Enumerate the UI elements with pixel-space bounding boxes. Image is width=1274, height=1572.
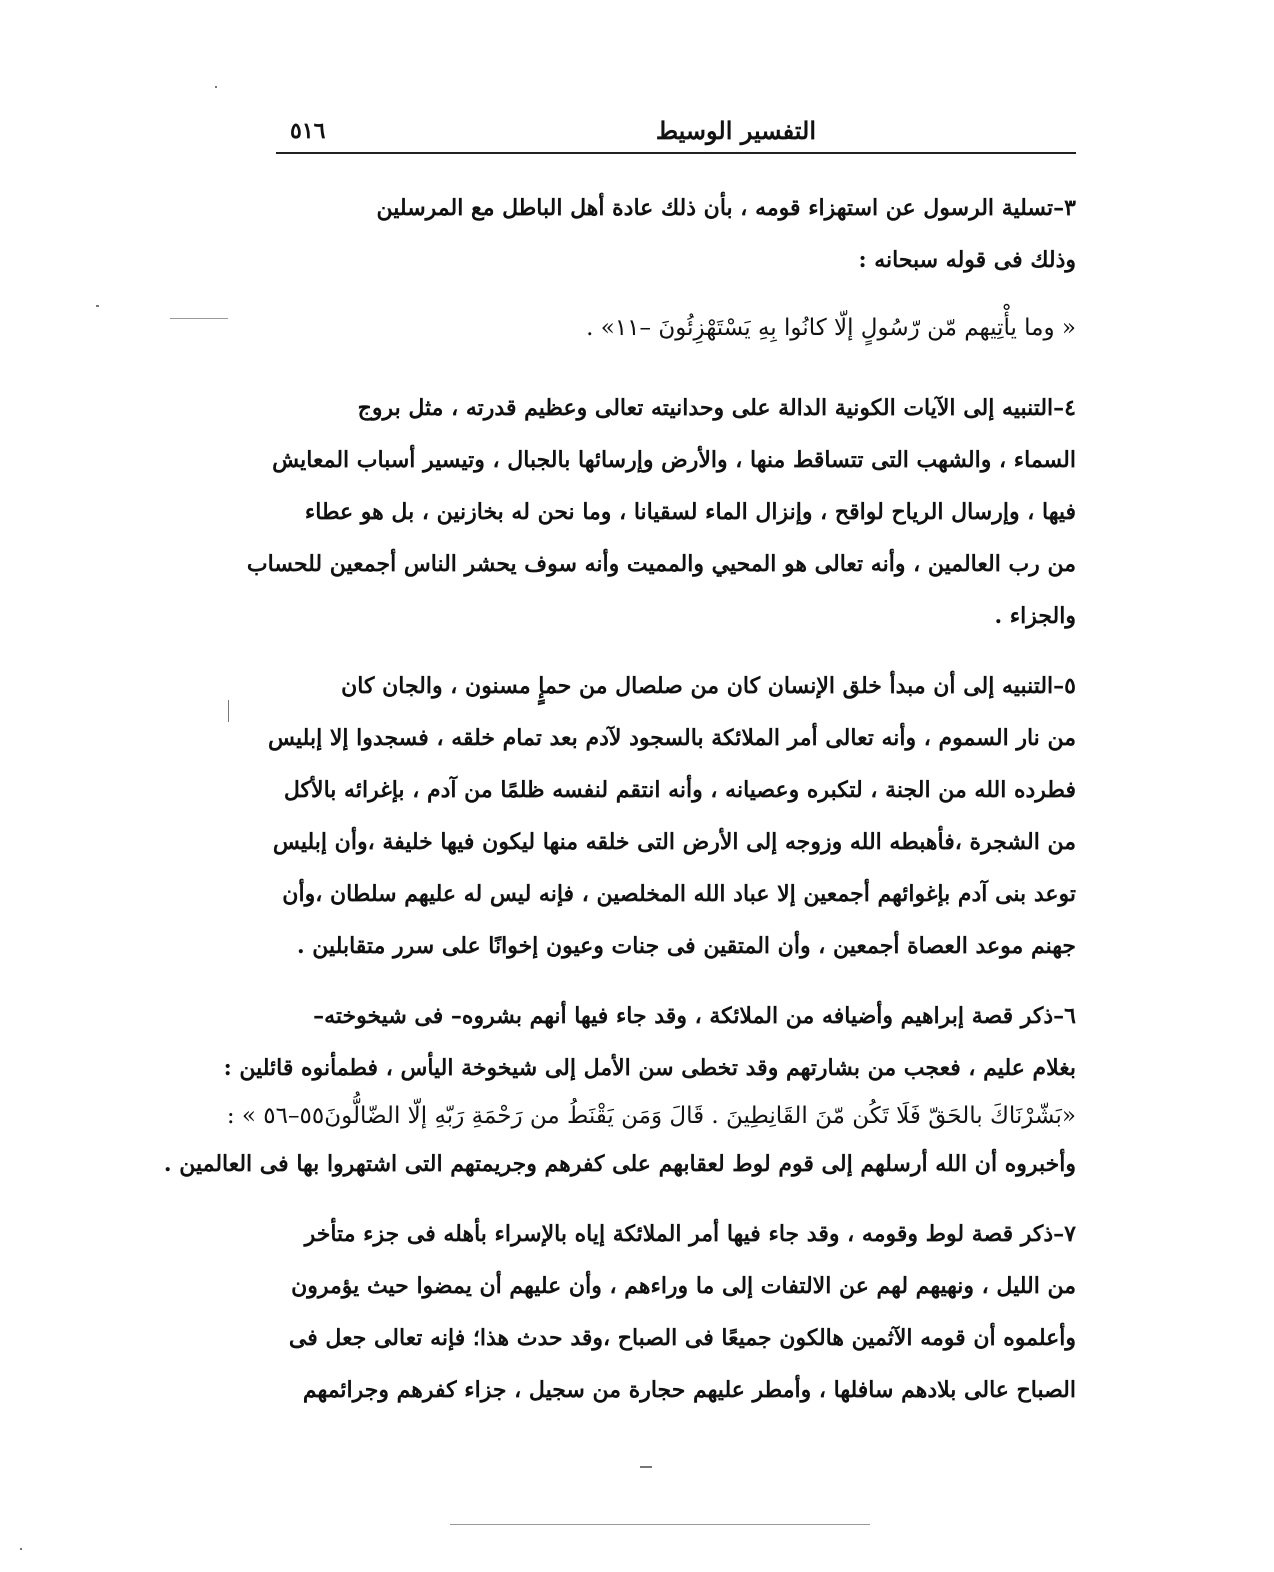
scan-artifact — [96, 305, 99, 307]
header-rule — [276, 152, 1076, 154]
text-line: من الشجرة ،فأهبطه الله وزوجه إلى الأرض التى خلقه منها ليكون فيها خليفة ،وأن إبليس — [272, 829, 1076, 855]
text-line: وذلك فى قوله سبحانه : — [858, 247, 1076, 273]
text-line: فيها ، وإرسال الرياح لواقح ، وإنزال الماء لسقيانا ، وما نحن له بخازنين ، بل هو عطاء — [304, 499, 1076, 525]
text-line: الصباح عالى بلادهم سافلها ، وأمطر عليهم حجارة من سجيل ، جزاء كفرهم وجرائمهم — [302, 1377, 1076, 1403]
text-line: ٧–ذكر قصة لوط وقومه ، وقد جاء فيها أمر الملائكة إياه بالإسراء بأهله فى جزء متأخر — [304, 1221, 1076, 1247]
verse-line: «بَشّرْنَاكَ بالحَقّ فَلَا تَكُن مّنَ القَانِطِينَ . قَالَ وَمَن يَقْنَطُ من رَحْمَةِ رَبّهِ إلّا الضّالُّونَ٥٥–٥٦ » : — [226, 1103, 1076, 1129]
running-title: التفسير الوسيط — [655, 116, 816, 145]
text-line: والجزاء . — [994, 603, 1076, 629]
paragraph-6 — [163, 990, 1076, 1190]
text-line: من رب العالمين ، وأنه تعالى هو المحيي والمميت وأنه سوف يحشر الناس أجمعين للحساب — [246, 551, 1076, 577]
text-line: من الليل ، ونهيهم لهم عن الالتفات إلى ما وراءهم ، وأن عليهم أن يمضوا حيث يؤمرون — [291, 1273, 1076, 1299]
verse-line: « وما يأْتِيهم مّن رّسُولٍ إلّا كانُوا بِهِ يَسْتَهْزِئُونَ –١١» . — [586, 315, 1076, 341]
text-line: ٥–التنبيه إلى أن مبدأ خلق الإنسان كان من صلصال من حمإٍ مسنون ، والجان كان — [341, 673, 1076, 699]
paragraph-5 — [267, 660, 1076, 972]
scan-artifact — [20, 1548, 22, 1550]
text-line: وأعلموه أن قومه الآثمين هالكون جميعًا فى الصباح ،وقد حدث هذا؛ فإنه تعالى جعل فى — [288, 1325, 1076, 1351]
page-number: ٥١٦ — [290, 118, 326, 144]
running-header — [276, 112, 1076, 152]
text-line: من نار السموم ، وأنه تعالى أمر الملائكة بالسجود لآدم بعد تمام خلقه ، فسجدوا إلا إبليس — [267, 725, 1076, 751]
scan-artifact — [228, 700, 229, 722]
text-line: فطرده الله من الجنة ، لتكبره وعصيانه ، وأنه انتقم لنفسه ظلمًا من آدم ، بإغرائه بالأكل — [283, 777, 1076, 803]
text-line: ٤–التنبيه إلى الآيات الكونية الدالة على وحدانيته تعالى وعظيم قدرته ، مثل بروج — [357, 395, 1076, 421]
text-line: وأخبروه أن الله أرسلهم إلى قوم لوط لعقابهم على كفرهم وجريمتهم التى اشتهروا بها فى العالمين . — [163, 1151, 1076, 1177]
paragraph-4 — [246, 382, 1076, 642]
text-line: ٦–ذكر قصة إبراهيم وأضيافه من الملائكة ، وقد جاء فيها أنهم بشروه– فى شيخوخته– — [313, 1003, 1076, 1029]
text-line: بغلام عليم ، فعجب من بشارتهم وقد تخطى سن الأمل إلى شيخوخة اليأس ، فطمأنوه قائلين : — [223, 1055, 1076, 1081]
scan-artifact — [450, 1524, 870, 1525]
paragraph-7 — [276, 1208, 1076, 1416]
scan-artifact — [215, 86, 217, 88]
text-line: جهنم موعد العصاة أجمعين ، وأن المتقين فى جنات وعيون إخوانًا على سرر متقابلين . — [296, 933, 1076, 959]
body-text — [163, 182, 1076, 1432]
text-line: توعد بنى آدم بإغوائهم أجمعين إلا عباد الله المخلصين ، فإنه ليس له عليهم سلطان ،وأن — [282, 881, 1076, 907]
text-line: السماء ، والشهب التى تتساقط منها ، والأرض وإرسائها بالجبال ، وتيسير أسباب المعايش — [272, 447, 1076, 473]
scan-artifact — [640, 1466, 652, 1468]
quran-verse — [276, 302, 1076, 354]
paragraph-3 — [276, 182, 1076, 286]
scan-artifact — [170, 318, 228, 319]
text-line: ٣–تسلية الرسول عن استهزاء قومه ، بأن ذلك عادة أهل الباطل مع المرسلين — [376, 195, 1076, 221]
